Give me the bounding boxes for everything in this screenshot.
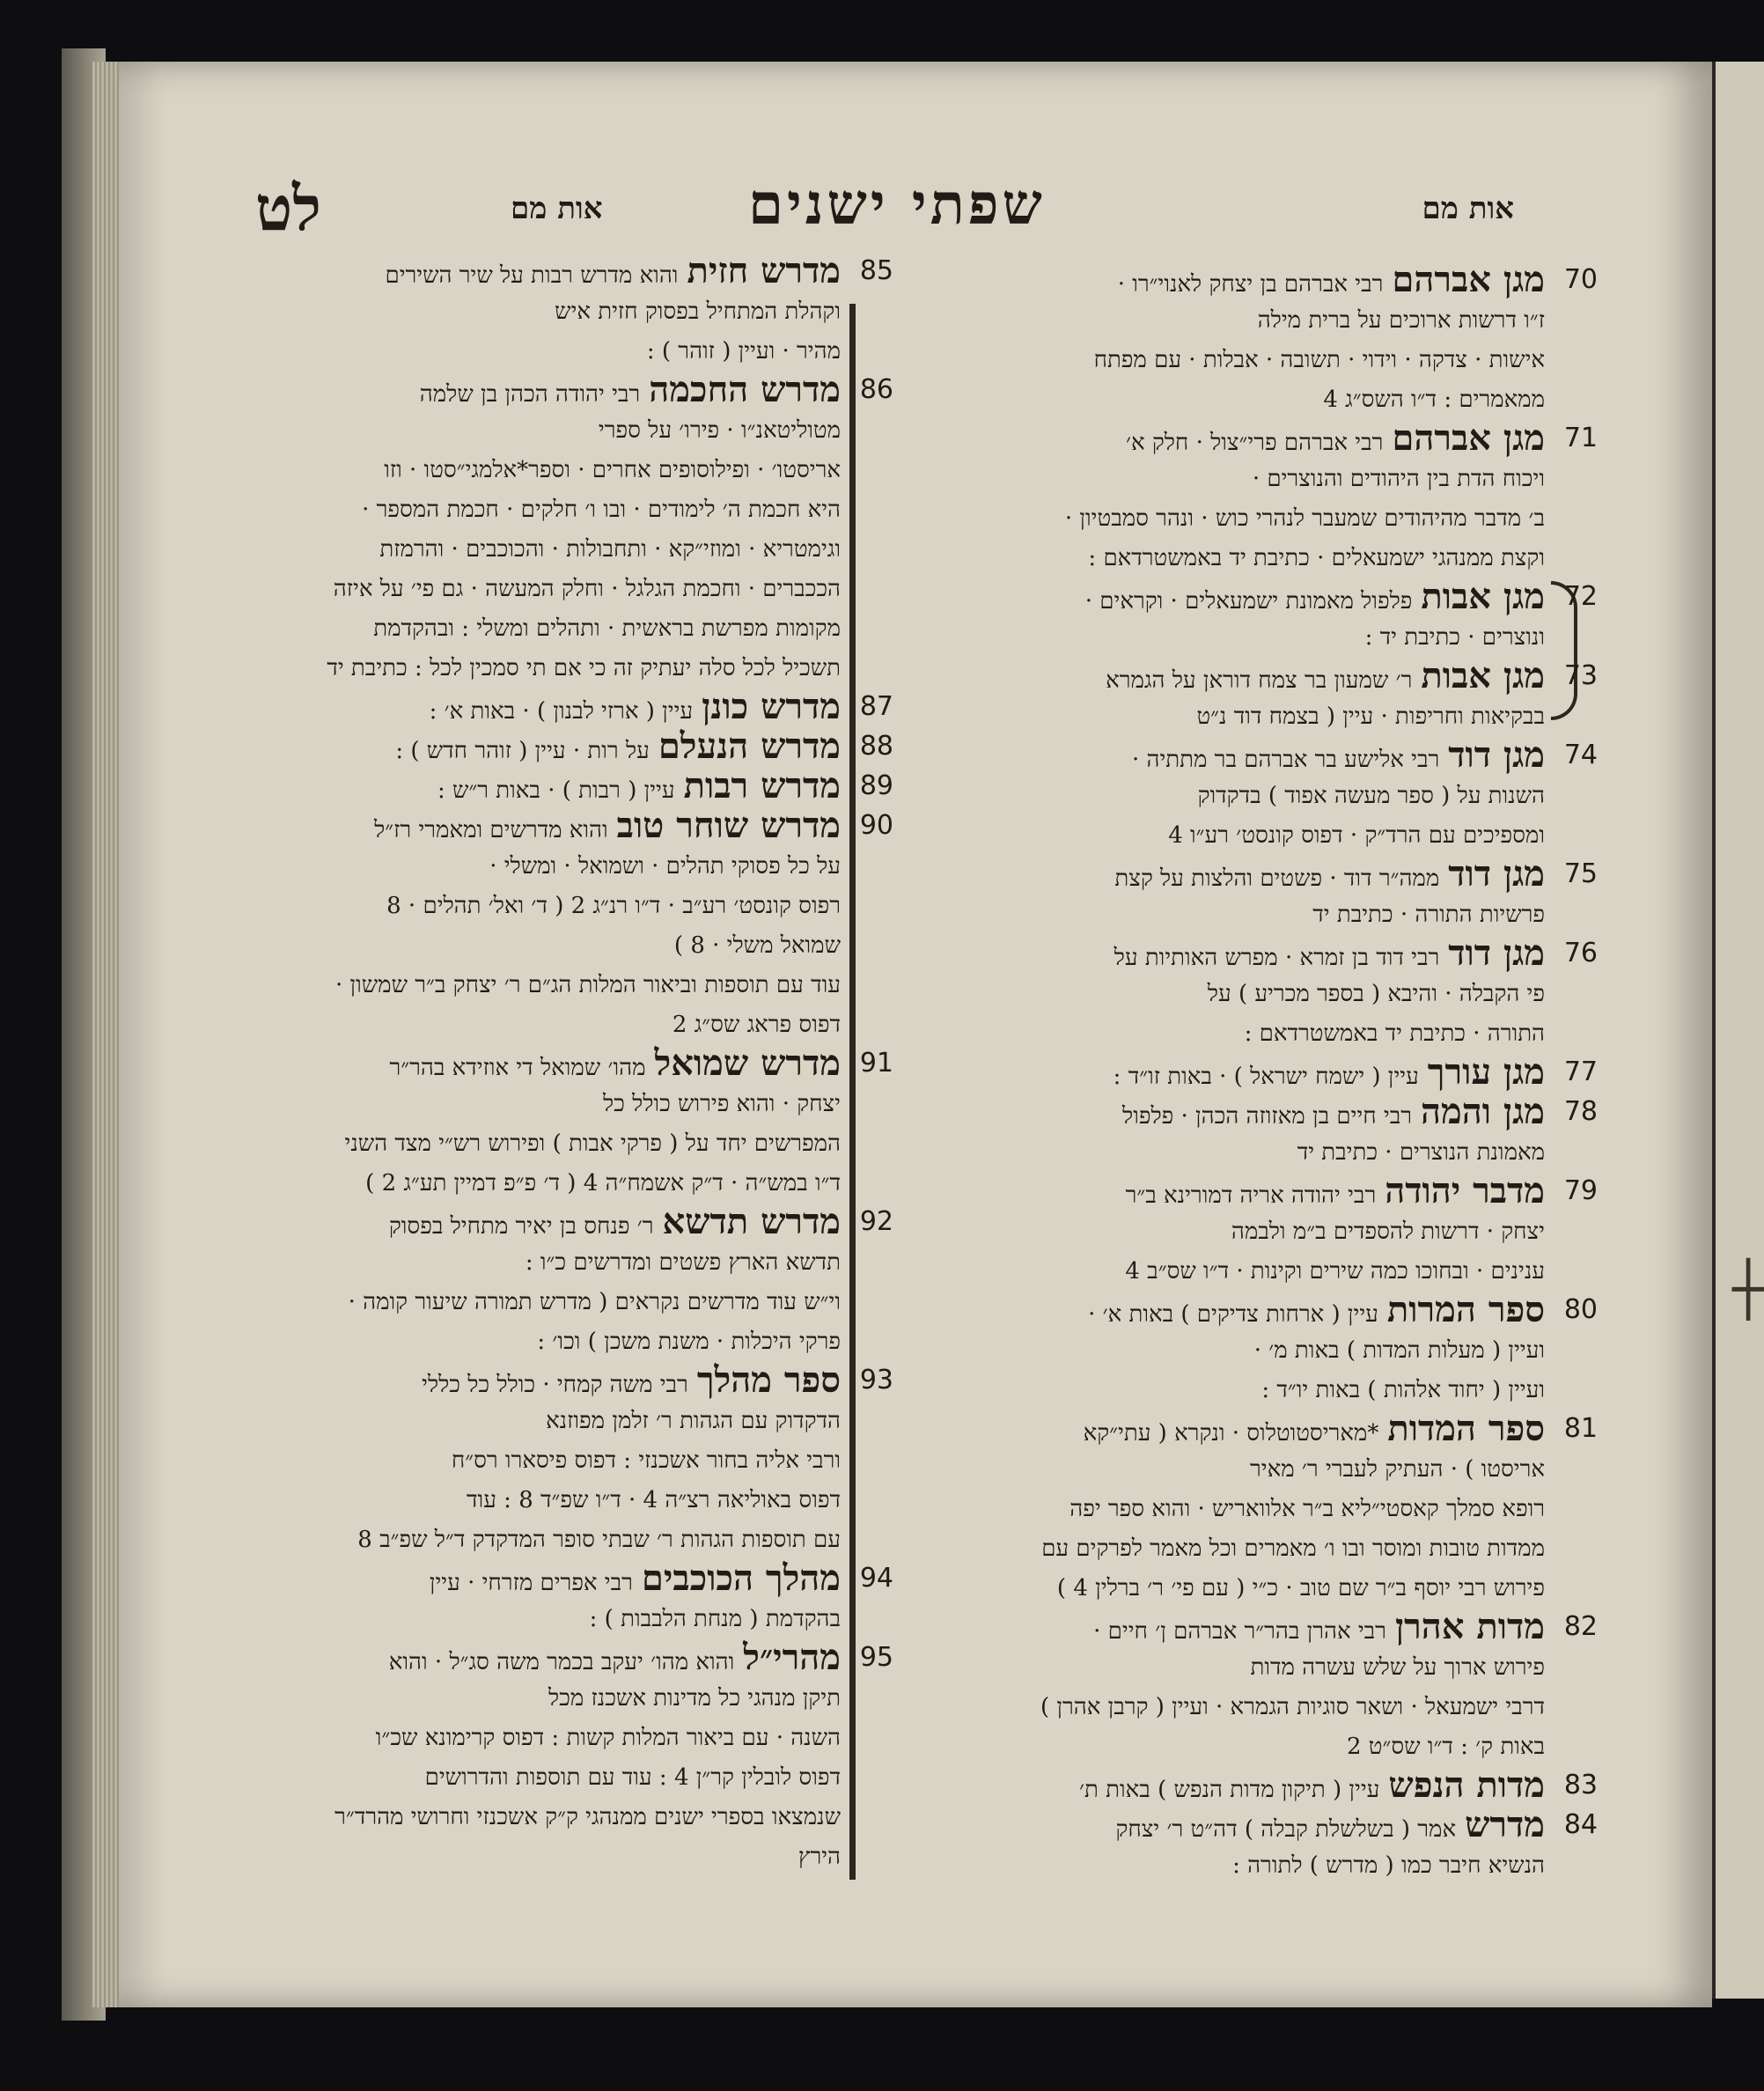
entry-title: מדרש שוחר טוב <box>616 805 841 846</box>
entry-title: מגן דוד <box>1448 734 1545 776</box>
entry-line <box>876 696 1545 735</box>
entry-line <box>172 409 841 449</box>
entry-line <box>172 805 893 846</box>
entry-line <box>876 1170 1598 1211</box>
entry-title: מגן אברהם <box>1392 417 1545 459</box>
entry-text: ממאמרים : ד״ו השס״ג 4 <box>1323 387 1545 413</box>
entry-text: רפוס קונסט׳ רע״ב · ד״ו רנ״ג 2 ( ד׳ ואל׳ תהלים · 8 <box>386 893 841 919</box>
entry-title: מגן אבות <box>1421 576 1545 617</box>
entry-line <box>172 1042 893 1084</box>
entry-text: עיין ( ישמח ישראל ) · באות זו״ד : <box>1113 1064 1419 1090</box>
entry-text: עוד עם תוספות וביאור המלות הג״ם ר׳ יצחק ב״ר שמשון · <box>334 972 841 998</box>
entry-text: ב׳ מדבר מהיהודים שמעבר לנהרי כוש · ונהר סמבטיון · <box>1064 505 1545 532</box>
entry-line <box>876 299 1545 339</box>
entry-text: ונוצרים · כתיבת יד : <box>1364 624 1545 651</box>
entry-text: עיין ( רבות ) · באות ר״ש : <box>437 777 675 804</box>
entry-text: ויכוח הדת בין היהודים והנוצרים · <box>1252 466 1545 492</box>
entry-text: ומספיכים עם הרד״ק · דפוס קונסט׳ רע״ו 4 <box>1168 822 1545 849</box>
entry-text: פרקי היכלות · משנת משכן ) וכו׳ : <box>537 1329 841 1355</box>
entry-number: 95 <box>859 1642 893 1673</box>
entry-number: 78 <box>1563 1096 1598 1127</box>
entry-text: בבקיאות וחריפות · עיין ( בצמח דוד נ״ט <box>1196 703 1545 730</box>
entry-text: עם תוספות הגהות ר׳ שבתי סופר המדקדק ד״ל שפ״ב 8 <box>357 1527 841 1553</box>
entry-title: מדות הנפש <box>1388 1764 1545 1806</box>
entry-line <box>876 1408 1598 1449</box>
entry-line <box>876 1131 1545 1171</box>
entry-line <box>172 845 841 885</box>
entry-line <box>172 885 841 924</box>
entry-text: שמואל משלי · 8 ) <box>673 932 841 959</box>
entry-line <box>172 449 841 489</box>
entry-line <box>172 1717 841 1756</box>
entry-line <box>876 1488 1545 1528</box>
entry-text: הדקדוק עם הגהות ר׳ זלמן מפוזנא <box>546 1408 841 1434</box>
entry-line <box>876 1369 1545 1409</box>
entry-text: שנמצאו בספרי ישנים ממנהגי ק״ק אשכנזי וחרושי מהרד״ר <box>334 1804 841 1830</box>
entry-text: ענינים · ובחוכו כמה שירים וקינות · ד״ו שס״ב 4 <box>1125 1258 1545 1285</box>
entry-text: עיין ( ארחות צדיקים ) באות א׳ · <box>1088 1301 1378 1328</box>
entry-text: היא חכמת ה׳ לימודים · ובו ו׳ חלקים · חכמת המספר · <box>362 497 841 523</box>
entry-text: מהיר · ועיין ( זוהר ) : <box>646 338 841 364</box>
entry-line <box>876 1528 1545 1567</box>
entry-number: 88 <box>859 731 893 762</box>
entry-line <box>876 655 1598 696</box>
entry-line <box>172 489 841 528</box>
entry-title: מגן עורך <box>1427 1051 1545 1093</box>
entry-text: הככברים · וחכמת הגלגל · וחלק המעשה · גם פי׳ על איזה <box>333 576 841 602</box>
entry-text: ר׳ פנחס בן יאיר מתחיל בפסוק <box>388 1213 654 1240</box>
entry-number: 91 <box>859 1048 893 1079</box>
entry-line <box>876 259 1598 300</box>
entry-text: דפוס לובלין קר״ן 4 : עוד עם תוספות והדרושים <box>424 1764 841 1791</box>
entry-number: 76 <box>1563 938 1598 968</box>
entry-text: אישות · צדקה · וידוי · תשובה · אבלות · עם מפתח <box>1093 347 1545 373</box>
entry-line <box>876 1804 1598 1845</box>
entry-text: פי הקבלה · והיבא ( בספר מכריע ) על <box>1207 981 1545 1007</box>
entry-text: עיין ( ארזי לבנון ) · באות א׳ : <box>429 698 694 725</box>
entry-text: ועיין ( מעלות המדות ) באות מ׳ · <box>1253 1337 1545 1364</box>
entry-line <box>172 1796 841 1836</box>
entry-line <box>172 330 841 370</box>
entry-text: מטוליטאנ״ו · פירו׳ על ספרי <box>598 417 841 444</box>
entry-text: רבי יהודה אריה דמורינא ב״ר <box>1125 1182 1377 1209</box>
entry-text: רבי דוד בן זמרא · מפרש האותיות על <box>1114 945 1440 971</box>
entry-line <box>172 1162 841 1202</box>
entry-line <box>876 734 1598 776</box>
entry-line <box>876 616 1545 656</box>
entry-title: מדרש תדשא <box>662 1201 841 1242</box>
entry-line <box>172 1083 841 1123</box>
entry-number: 84 <box>1563 1809 1598 1840</box>
entry-number: 83 <box>1563 1770 1598 1800</box>
entry-title: מדות אהרן <box>1394 1606 1545 1647</box>
entry-text: על רות · עיין ( זוהר חדש ) : <box>395 738 650 764</box>
entry-text: ורבי אליה בחור אשכנזי : דפוס פיסארו רס״ח <box>451 1447 841 1474</box>
entry-text: מקומות מפרשת בראשית · ותהלים ומשלי : ובהקדמת <box>373 615 841 642</box>
entry-text: פלפול מאמונת ישמעאלים · וקראים · <box>1084 588 1413 615</box>
entry-text: ז״ו דרשות ארוכים על ברית מילה <box>1257 307 1545 334</box>
entry-line <box>172 647 841 687</box>
entry-line <box>876 339 1545 379</box>
entry-line <box>876 894 1545 933</box>
entry-text: וקצת ממנהגי ישמעאלים · כתיבת יד באמשטרדאם : <box>1088 545 1545 571</box>
entry-title: מדרש שמואל <box>654 1042 841 1084</box>
entry-line <box>172 1677 841 1717</box>
entry-number: 93 <box>859 1365 893 1395</box>
entry-line <box>172 1479 841 1519</box>
entry-line <box>876 932 1598 974</box>
entry-text: והוא מדרש רבות על שיר השירים <box>385 262 679 289</box>
entry-number: 82 <box>1563 1611 1598 1642</box>
entry-title: ספר מהלך <box>696 1359 841 1401</box>
column-divider <box>849 304 856 1880</box>
entry-text: ר׳ שמעון בר צמח דוראן על הגמרא <box>1106 667 1413 694</box>
entry-text: פירוש רבי יוסף ב״ר שם טוב · כ״י ( עם פי׳ ר׳ ברלין 4 ) <box>1056 1575 1545 1601</box>
entry-text: פרשיות התורה · כתיבת יד <box>1312 902 1545 928</box>
entry-text: ממה״ר דוד · פשטים והלצות על קצת <box>1114 865 1440 892</box>
entry-title: מגן אברהם <box>1392 259 1545 300</box>
entry-line <box>172 1598 841 1638</box>
entry-text: מאמונת הנוצרים · כתיבת יד <box>1297 1139 1545 1166</box>
entry-number: 92 <box>859 1206 893 1237</box>
entry-line <box>172 1123 841 1162</box>
entry-number: 71 <box>1563 423 1598 453</box>
entry-line <box>172 1241 841 1281</box>
entry-line <box>172 1004 841 1043</box>
entry-text: וקהלת המתחיל בפסוק חזית איש <box>555 298 841 325</box>
entry-title: מדבר יהודה <box>1385 1170 1545 1211</box>
entry-number: 89 <box>859 770 893 801</box>
entry-title: מגן והמה <box>1421 1091 1545 1132</box>
entry-text: תדשא הארץ פשטים ומדרשים כ״ו : <box>525 1249 841 1276</box>
entry-line <box>876 1211 1545 1250</box>
entry-line <box>172 1201 893 1242</box>
entry-text: רבי אברהם בן יצחק לאנוי״רו · <box>1117 271 1384 298</box>
entry-line <box>172 1281 841 1321</box>
entry-line <box>172 1439 841 1479</box>
entry-number: 86 <box>859 374 893 405</box>
entry-number: 75 <box>1563 858 1598 889</box>
entry-line <box>876 576 1598 617</box>
running-head-right: אות מם <box>1422 191 1514 226</box>
entry-text: יצחק · דרשות להספדים ב״מ ולבמה <box>1231 1219 1545 1245</box>
entry-text: אריסטו ) · העתיק לעברי ר׳ מאיר <box>1250 1456 1545 1483</box>
entry-title: מהלך הכוכבים <box>641 1557 841 1599</box>
entry-line <box>172 291 841 330</box>
running-head-title: שפתי ישנים <box>748 172 1046 238</box>
entry-text: המפרשים יחד על ( פרקי אבות ) ופירוש רש״י מצד השני <box>344 1130 841 1157</box>
entry-number: 80 <box>1563 1294 1598 1325</box>
entry-text: והוא מהו׳ יעקב בכמר משה סג״ל · והוא <box>388 1649 735 1675</box>
entry-text: רבי יהודה הכהן בן שלמה <box>419 381 641 408</box>
entry-line <box>876 1646 1545 1686</box>
entry-line <box>172 1557 893 1599</box>
entry-line <box>172 1836 841 1875</box>
entry-line <box>172 1321 841 1360</box>
entry-text: הנשיא חיבר כמו ( מדרש ) לתורה : <box>1232 1852 1545 1879</box>
entry-title: מגן דוד <box>1448 932 1545 974</box>
entry-line <box>172 1400 841 1439</box>
entry-text: באות ק׳ : ד״ו שס״ט 2 <box>1346 1734 1545 1760</box>
entry-text: רבי אלישע בר אברהם בר מתתיה · <box>1131 747 1440 773</box>
entry-line <box>172 568 841 607</box>
entry-line <box>876 1091 1598 1132</box>
entry-text: רבי משה קמחי · כולל כל כללי <box>422 1372 688 1398</box>
entry-text: אמר ( בשלשלת קבלה ) דה״ט ר׳ יצחק <box>1115 1816 1457 1843</box>
entry-line <box>876 853 1598 895</box>
entry-line <box>876 814 1545 854</box>
entry-text: וגימטריא · ומוזי״קא · ותחבולות · והכוכבים · והרמזת <box>379 536 841 563</box>
entry-line <box>876 1686 1545 1726</box>
entry-line <box>172 964 841 1004</box>
entry-text: וי״ש עוד מדרשים נקראים ( מדרש תמורה שיעור קומה · <box>348 1289 841 1315</box>
running-head-left: אות מם <box>511 191 603 226</box>
entry-text: דרבי ישמעאל · ושאר סוגיות הגמרא · ועיין ( קרבן אהרן ) <box>1040 1694 1545 1720</box>
entry-text: תשכיל לכל סלה יעתיק זה כי אם תי סמכין לכל : כתיבת יד <box>327 655 841 681</box>
entry-text: ועיין ( יחוד אלהות ) באות יו״ד : <box>1261 1377 1545 1403</box>
entry-line <box>876 1051 1598 1093</box>
entry-line <box>172 725 893 767</box>
entry-line <box>172 528 841 568</box>
entry-line <box>876 458 1545 497</box>
entry-line <box>876 973 1545 1012</box>
entry-text: מהו׳ שמואל די אוזידא בהר״ר <box>389 1055 646 1081</box>
entry-line <box>876 497 1545 537</box>
entry-text: אריסטו׳ · ופילוסופים אחרים · וספר*אלמגי״סטו · וזו <box>384 457 841 483</box>
entry-line <box>172 607 841 647</box>
entry-number: 74 <box>1563 740 1598 770</box>
entry-line <box>172 765 893 806</box>
entry-number: 85 <box>859 255 893 286</box>
entry-title: מדרש <box>1465 1804 1545 1845</box>
entry-line <box>876 1250 1545 1290</box>
entry-text: השנות על ( ספר מעשה אפוד ) בדקדוק <box>1197 783 1545 809</box>
entry-line <box>172 250 893 291</box>
entry-text: התורה · כתיבת יד באמשטרדאם : <box>1244 1020 1545 1047</box>
entry-title: מדרש הנעלם <box>658 725 841 767</box>
facing-page-edge <box>1712 62 1764 1999</box>
entry-line <box>172 369 893 410</box>
entry-text: והוא מדרשים ומאמרי רז״ל <box>374 817 608 843</box>
folio-number: לט <box>255 172 322 245</box>
entry-text: רבי אהרן בהר״ר אברהם ן׳ חיים · <box>1093 1618 1386 1645</box>
entry-text: רבי אברהם פרי״צול · חלק א׳ <box>1125 430 1384 456</box>
margin-mark: ┼ <box>1732 1259 1764 1321</box>
entry-number: 94 <box>859 1563 893 1594</box>
entry-line <box>876 1329 1545 1369</box>
entry-line <box>172 1519 841 1558</box>
entry-text: עיין ( תיקון מדות הנפש ) באות ת׳ <box>1079 1777 1380 1803</box>
entry-title: מגן דוד <box>1448 853 1545 895</box>
entry-text: רופא סמלך קאסטי״ליא ב״ר אלוואריש · והוא ספר יפה <box>1069 1496 1545 1522</box>
entry-line <box>876 379 1545 418</box>
entry-text: השנה · עם ביאור המלות קשות : דפוס קרימונא שכ״ו <box>375 1725 841 1751</box>
entry-line <box>172 1637 893 1678</box>
entry-line <box>876 537 1545 577</box>
entry-line <box>876 1844 1545 1884</box>
entry-line <box>876 417 1598 459</box>
entry-number: 87 <box>859 691 893 722</box>
entry-text: ממדות טובות ומוסר ובו ו׳ מאמרים וכל מאמר לפרקים עם <box>1041 1535 1545 1562</box>
entry-number: 72 <box>1563 581 1598 612</box>
entry-number: 70 <box>1563 264 1598 295</box>
entry-line <box>172 1359 893 1401</box>
entry-title: מדרש החכמה <box>649 369 841 410</box>
entry-line <box>172 686 893 727</box>
entry-line <box>172 1756 841 1796</box>
entry-text: יצחק · והוא פירוש כולל כל <box>602 1091 841 1117</box>
entry-text: הירץ <box>797 1844 841 1870</box>
entry-text: רבי חיים בן מאזוזה הכהן · פלפול <box>1122 1103 1412 1130</box>
entry-line <box>876 1448 1545 1488</box>
entry-text: פירוש ארוך על שלש עשרה מדות <box>1250 1654 1545 1681</box>
entry-number: 81 <box>1563 1413 1598 1444</box>
entry-text: *מאריסטוטלוס · ונקרא ( עתי״קא <box>1083 1420 1379 1447</box>
entry-text: דפוס באוליאה רצ״ה 4 · ד״ו שפ״ד 8 : עוד <box>467 1487 841 1513</box>
entry-text: על כל פסוקי תהלים · ושמואל · ומשלי · <box>489 853 841 880</box>
entry-text: בהקדמת ( מנחת הלבבות ) : <box>589 1606 841 1632</box>
entry-number: 90 <box>859 810 893 841</box>
running-head <box>255 172 1514 251</box>
entry-title: מדרש חזית <box>687 250 841 291</box>
entry-title: ספר המרות <box>1386 1289 1545 1330</box>
entry-title: ספר המדות <box>1387 1408 1545 1449</box>
entry-number: 79 <box>1563 1175 1598 1206</box>
entry-title: מדרש כונן <box>702 686 841 727</box>
entry-line <box>876 1764 1598 1806</box>
entry-number: 77 <box>1563 1057 1598 1087</box>
entry-number: 73 <box>1563 660 1598 691</box>
entry-line <box>876 1567 1545 1607</box>
entry-line <box>876 1012 1545 1052</box>
entry-text: דפוס פראג שס״ג 2 <box>672 1012 841 1038</box>
right-column <box>876 259 1598 1884</box>
entry-title: מגן אבות <box>1421 655 1545 696</box>
entry-text: תיקן מנהגי כל מדינות אשכנז מכל <box>548 1685 841 1712</box>
entry-text: ד״ו במש״ה · ד״ק אשמח״ה 4 ( ד׳ פ״פ דמיין תע״ג 2 ) <box>365 1170 841 1196</box>
entry-line <box>876 1606 1598 1647</box>
left-column <box>172 250 893 1875</box>
entry-line <box>876 1726 1545 1765</box>
entry-line <box>876 775 1545 814</box>
entry-line <box>876 1289 1598 1330</box>
entry-line <box>172 924 841 964</box>
entry-text: רבי אפרים מזרחי · עיין <box>429 1570 633 1596</box>
entry-title: מהרי״ל <box>743 1637 841 1678</box>
entry-title: מדרש רבות <box>683 765 841 806</box>
